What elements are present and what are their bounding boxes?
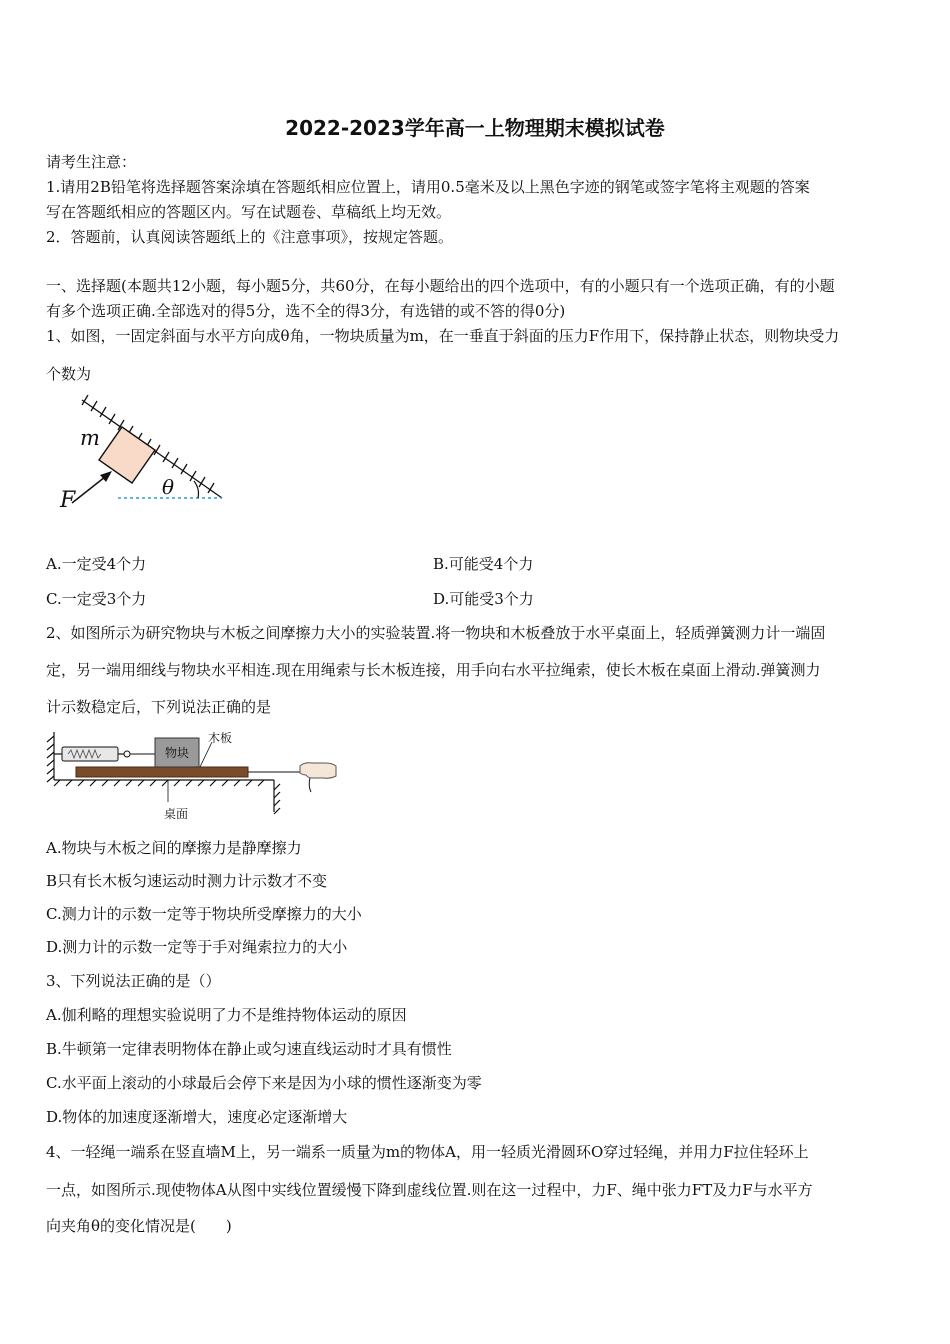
force-label: F [60,488,76,513]
q3-option-a: A.伽利略的理想实验说明了力不是维持物体运动的原因 [46,1006,407,1024]
q1-option-b: B.可能受4个力 [433,555,534,573]
incline-hatching [82,395,222,498]
page-title: 2022-2023学年高一上物理期末模拟试卷 [285,116,665,140]
hand-rope-end [309,778,311,792]
q4-stem-line-1: 4、一轻绳一端系在竖直墙M上，另一端系一质量为m的物体A，用一轻质光滑圆环O穿过轻绳，并用力F拉住轻环上 [46,1143,809,1161]
board-label: 木板 [208,731,233,745]
q3-stem: 3、下列说法正确的是（） [46,972,221,990]
q2-stem-line-2: 定，另一端用细线与物块水平相连.现在用绳索与长木板连接，用手向右水平拉绳索，使长木板在桌面上滑动.弹簧测力 [46,661,821,679]
section-1-intro-line-2: 有多个选项正确.全部选对的得5分，选不全的得3分，有选错的或不答的得0分) [46,302,566,320]
hand [300,763,336,778]
q3-option-d: D.物体的加速度逐渐增大，速度必定逐渐增大 [46,1108,348,1126]
q2-stem-line-1: 2、如图所示为研究物块与木板之间摩擦力大小的实验装置.将一物块和木板叠放于水平桌面上，轻质弹簧测力计一端固 [46,624,826,642]
angle-label: θ [162,475,175,499]
q2-option-c: C.测力计的示数一定等于物块所受摩擦力的大小 [46,905,362,923]
q2-option-b: B只有长木板匀速运动时测力计示数才不变 [46,872,328,890]
q3-option-b: B.牛顿第一定律表明物体在静止或匀速直线运动时才具有惯性 [46,1040,452,1058]
q2-friction-figure [44,728,340,824]
q2-option-d: D.测力计的示数一定等于手对绳索拉力的大小 [46,938,348,956]
q1-stem-line-1: 1、如图，一固定斜面与水平方向成θ角，一物块质量为m，在一垂直于斜面的压力F作用下，保持静止状态，则物块受力 [46,327,840,345]
q1-option-a: A.一定受4个力 [46,555,147,573]
notice-item-2: 2．答题前，认真阅读答题纸上的《注意事项》，按规定答题。 [46,228,454,246]
notice-heading: 请考生注意： [46,153,137,171]
board-label-leader [200,742,212,767]
q1-incline-figure [52,393,232,518]
notice-item-1-line-2: 写在答题纸相应的答题区内。写在试题卷、草稿纸上均无效。 [46,203,452,221]
angle-arc [194,481,199,498]
q4-stem-line-2: 一点，如图所示.现使物体A从图中实线位置缓慢下降到虚线位置.则在这一过程中，力F、绳中张力FT及力F与水平方 [46,1181,813,1199]
notice-item-1-line-1: 1.请用2B铅笔将选择题答案涂填在答题纸相应位置上，请用0.5毫米及以上黑色字迹的钢笔或签字笔将主观题的答案 [46,178,810,196]
q3-option-c: C.水平面上滚动的小球最后会停下来是因为小球的惯性逐渐变为零 [46,1074,482,1092]
mass-label: m [80,426,100,450]
q2-stem-line-3: 计示数稳定后，下列说法正确的是 [46,698,272,716]
section-1-intro-line-1: 一、选择题(本题共12小题，每小题5分，共60分，在每小题给出的四个选项中，有的小题只有一个选项正确，有的小题 [46,277,835,295]
table-label: 桌面 [164,807,189,821]
q4-stem-line-3: 向夹角θ的变化情况是( ) [46,1217,232,1235]
block-label: 物块 [164,746,190,760]
wall [47,732,54,782]
q1-option-c: C.一定受3个力 [46,590,147,608]
q2-option-a: A.物块与木板之间的摩擦力是静摩擦力 [46,839,302,857]
q1-stem-line-2: 个数为 [46,365,92,383]
q1-option-d: D.可能受3个力 [433,590,534,608]
wood-board [76,767,248,777]
spring-scale [54,747,130,761]
